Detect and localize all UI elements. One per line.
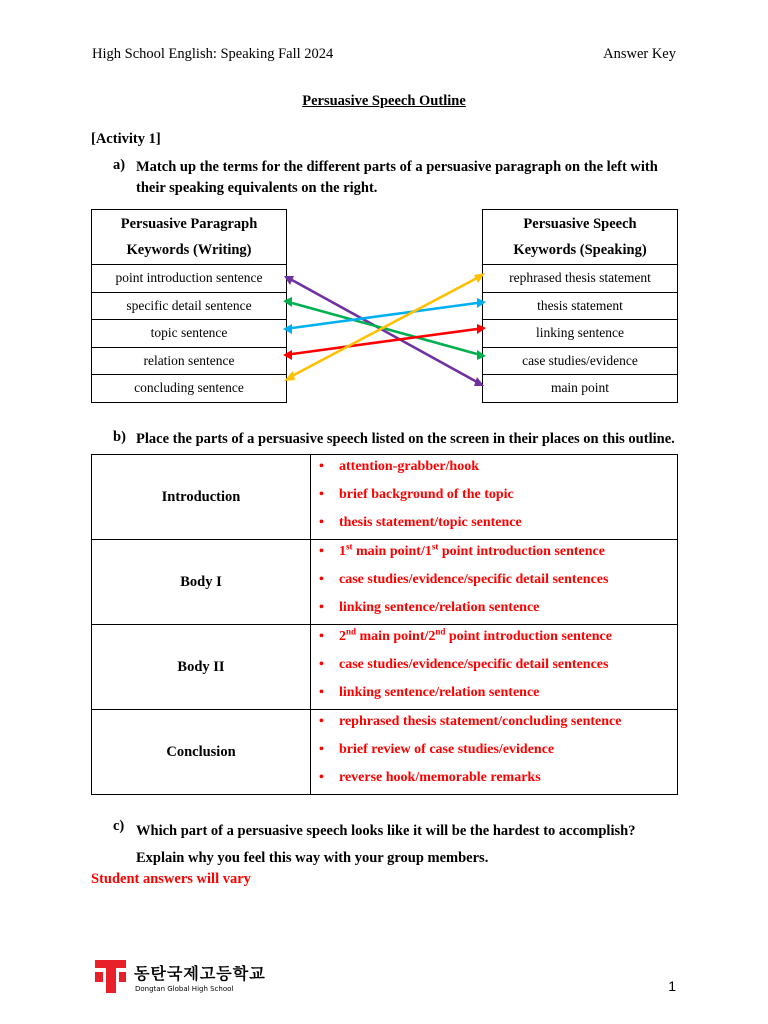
outline-item: • linking sentence/relation sentence — [339, 681, 677, 709]
speaking-row: linking sentence — [483, 320, 678, 348]
arrow-point-intro-to-main-point — [292, 280, 477, 382]
outline-row-introduction — [92, 455, 678, 540]
speaking-row: thesis statement — [483, 292, 678, 320]
outline-item — [339, 625, 677, 653]
outline-item: • reverse hook/memorable remarks — [339, 766, 677, 794]
ordinal-suffix: st — [346, 541, 353, 552]
school-name-korean: 동탄국제고등학교 — [134, 964, 266, 983]
speaking-row: case studies/evidence — [483, 347, 678, 375]
speaking-row: main point — [483, 375, 678, 403]
school-name-english: Dongtan Global High School — [135, 985, 234, 993]
question-b-letter: b) — [113, 429, 126, 445]
answer-c: Student answers will vary — [91, 871, 251, 887]
arrowhead-red-right-icon — [477, 324, 486, 334]
writing-header-line1: Persuasive Paragraph — [120, 216, 258, 232]
arrowhead-green-left-icon — [283, 297, 292, 307]
outline-item: • thesis statement/topic sentence — [339, 511, 677, 539]
header-course-title: High School English: Speaking Fall 2024 — [92, 46, 334, 62]
arrowhead-yellow-left-icon — [284, 371, 295, 381]
speaking-header-line1: Persuasive Speech — [523, 216, 637, 232]
writing-header-line2: Keywords (Writing) — [126, 242, 252, 258]
page-title: Persuasive Speech Outline — [302, 93, 466, 109]
speech-outline-table — [91, 454, 678, 795]
header-answer-key: Answer Key — [603, 46, 676, 62]
outline-item: • brief background of the topic — [339, 483, 677, 511]
arrow-topic-to-thesis — [292, 303, 477, 328]
question-b-text: Place the parts of a persuasive speech listed on the screen in their places on this outline. — [136, 431, 675, 447]
ordinal-number: 1 — [339, 544, 346, 559]
ordinal-number: 2 — [339, 629, 346, 644]
question-c-text: Which part of a persuasive speech looks like it will be the hardest to accomplish? Explain why you feel this way with your group members. — [136, 823, 636, 866]
ordinal-suffix: st — [431, 541, 439, 552]
outline-row-body-2 — [92, 625, 678, 710]
arrowhead-red-left-icon — [283, 350, 292, 360]
outline-row-conclusion — [92, 710, 678, 795]
arrowhead-green-right-icon — [477, 350, 486, 360]
writing-row: relation sentence — [92, 347, 287, 375]
outline-item: • attention-grabber/hook — [339, 455, 677, 483]
matching-arrows — [0, 0, 768, 430]
outline-label-introduction: Introduction — [92, 455, 311, 540]
question-a-letter: a) — [113, 157, 126, 173]
arrow-specific-detail-to-case-studies — [292, 303, 477, 354]
outline-item: • brief review of case studies/evidence — [339, 738, 677, 766]
outline-item: • linking sentence/relation sentence — [339, 596, 677, 624]
outline-items-conclusion — [311, 710, 678, 795]
item-text: main point/2 — [356, 629, 436, 644]
school-logo-icon — [95, 960, 127, 994]
page-number: 1 — [668, 978, 676, 994]
writing-row: concluding sentence — [92, 375, 287, 403]
arrow-relation-to-linking — [292, 329, 477, 354]
speaking-header-line2: Keywords (Speaking) — [513, 242, 647, 258]
ordinal-suffix: nd — [435, 626, 446, 637]
outline-row-body-1 — [92, 540, 678, 625]
item-text: point introduction sentence — [445, 629, 612, 644]
outline-items-body-2 — [311, 625, 678, 710]
arrow-concluding-to-rephrased — [292, 278, 477, 376]
outline-item: • case studies/evidence/specific detail sentences — [339, 653, 677, 681]
speaking-row: rephrased thesis statement — [483, 265, 678, 293]
item-text: point introduction sentence — [438, 544, 605, 559]
outline-items-introduction — [311, 455, 678, 540]
arrowhead-yellow-right-icon — [474, 273, 485, 283]
outline-label-body-1: Body I — [92, 540, 311, 625]
question-a-text: Match up the terms for the different parts of a persuasive paragraph on the left with their speaking equivalents on the right. — [136, 159, 658, 196]
outline-items-body-1 — [311, 540, 678, 625]
writing-row: specific detail sentence — [92, 292, 287, 320]
writing-row: point introduction sentence — [92, 265, 287, 293]
outline-item: • case studies/evidence/specific detail sentences — [339, 568, 677, 596]
outline-item — [339, 540, 677, 568]
item-text: main point/1 — [352, 544, 432, 559]
arrowhead-purple-right-icon — [474, 377, 484, 386]
outline-label-body-2: Body II — [92, 625, 311, 710]
arrowhead-blue-left-icon — [283, 324, 292, 334]
activity-label: [Activity 1] — [91, 131, 161, 147]
ordinal-suffix: nd — [346, 626, 357, 637]
writing-row: topic sentence — [92, 320, 287, 348]
outline-item: • rephrased thesis statement/concluding sentence — [339, 710, 677, 738]
arrowhead-blue-right-icon — [477, 298, 486, 308]
question-c-letter: c) — [113, 818, 125, 834]
outline-label-conclusion: Conclusion — [92, 710, 311, 795]
